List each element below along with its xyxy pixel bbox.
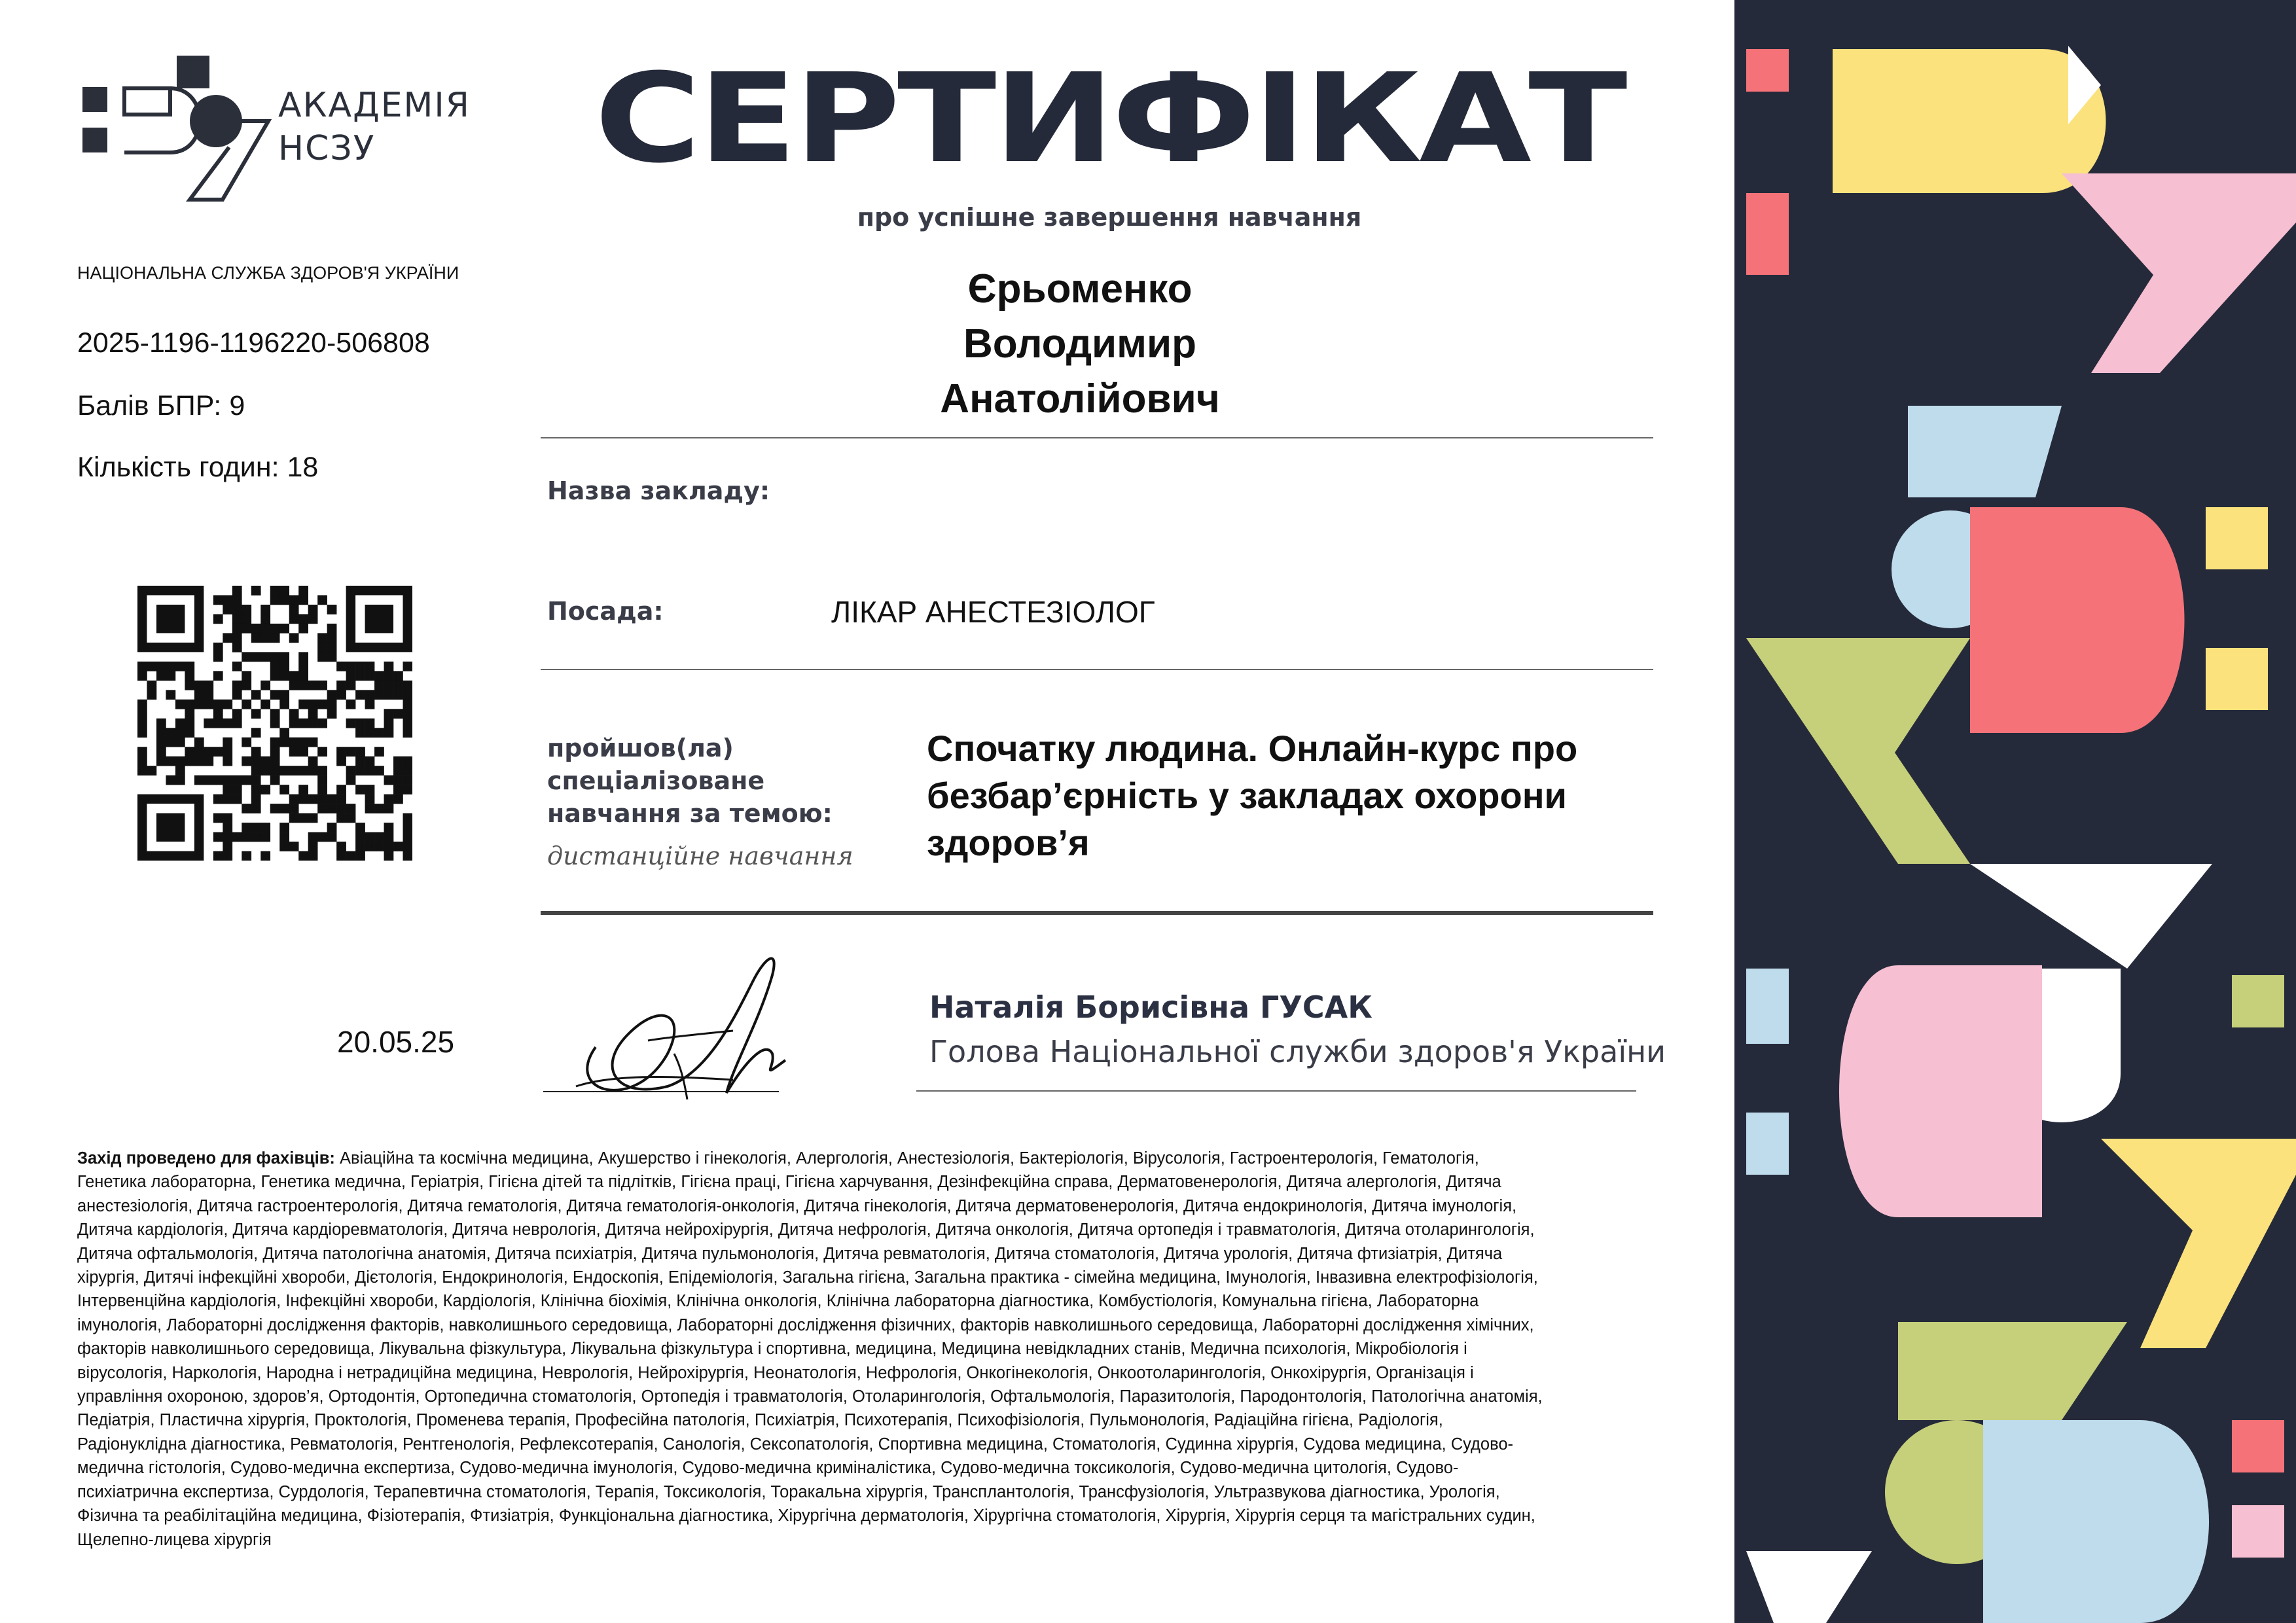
specialties-line: вірусологія, Наркологія, Народна і нетрадиційна медицина, Неврологія, Нейрохірургія, Неонатологія, Нефрологія, Онкогінекологія, Онкоотоларингологія, Онкохірургія, Організація і xyxy=(77,1363,1474,1382)
topic-line-2: безбар’єрність у закладах охорони xyxy=(927,775,1567,816)
qr-code-icon xyxy=(137,586,412,861)
topic-line-3: здоров’я xyxy=(927,822,1090,863)
logo-line-1: АКАДЕМІЯ xyxy=(278,86,471,125)
specialties-line: Фізична та реабілітаційна медицина, Фізіотерапія, Фтизіатрія, Функціональна діагностика, Хірургічна дерматологія, Хірургічна стоматологія, Хірургія, Хірургія серця та магістральних судин, xyxy=(77,1507,1535,1525)
specialties-line: Щелепно-лицева хірургія xyxy=(77,1530,272,1549)
topic-line-1: Спочатку людина. Онлайн-курс про xyxy=(927,728,1578,769)
hours-count: Кількість годин: 18 xyxy=(77,452,319,483)
specialties-list xyxy=(77,1147,1713,1552)
specialties-line: психіатрична експертиза, Сурдологія, Терапевтична стоматологія, Терапія, Токсикологія, Торакальна хірургія, Трансплантологія, Трансфузіологія, Ультразвукова діагностика, Урологія, xyxy=(77,1482,1500,1501)
certificate-id: 2025-1196-1196220-506808 xyxy=(77,327,430,359)
institution-label: Назва закладу: xyxy=(547,476,770,505)
organization-name: НАЦІОНАЛЬНА СЛУЖБА ЗДОРОВ'Я УКРАЇНИ xyxy=(77,263,459,283)
issue-date: 20.05.25 xyxy=(337,1025,455,1059)
specialties-line: Дитяча кардіологія, Дитяча кардіоревматологія, Дитяча неврологія, Дитяча нейрохірургія, Дитяча нефрологія, Дитяча онкологія, Дитяча ортопедія і травматологія, Дитяча отоларингологія, xyxy=(77,1221,1535,1240)
signer-name: Наталія Борисівна ГУСАК xyxy=(929,990,1372,1025)
signer-role: Голова Національної служби здоров'я України xyxy=(929,1034,1666,1069)
training-mode: дистанційне навчання xyxy=(547,842,853,870)
specialties-line: хірургія, Дитячі інфекційні хвороби, Дієтологія, Ендокринологія, Ендоскопія, Епідеміологія, Загальна гігієна, Загальна практика - сімейна медицина, Імунологія, Інвазивна електрофізіологія, xyxy=(77,1268,1538,1287)
recipient-name xyxy=(805,262,1355,427)
specialties-line: Радіонуклідна діагностика, Ревматологія, Рентгенологія, Рефлексотерапія, Санологія, Сексопатологія, Спортивна медицина, Стоматологія, Судинна хірургія, Судова медицина, Судово- xyxy=(77,1435,1514,1454)
specialties-line: імунологія, Лабораторні дослідження факторів, навколишнього середовища, Лабораторні дослідження фізичних, факторів навколишнього середовища, Лабораторні дослідження хімічних, xyxy=(77,1315,1534,1334)
recipient-surname: Єрьоменко xyxy=(967,266,1193,312)
divider xyxy=(541,437,1653,438)
recipient-first-name: Володимир xyxy=(963,321,1197,366)
topic-label-line-2: спеціалізоване xyxy=(547,766,765,795)
divider xyxy=(541,911,1653,915)
certificate-title: СЕРТИФІКАТ xyxy=(594,47,1624,190)
topic-label xyxy=(547,732,833,830)
specialties-line: Педіатрія, Пластична хірургія, Проктологія, Променева терапія, Професійна патологія, Психіатрія, Психотерапія, Психофізіологія, Пульмонологія, Радіаційна гігієна, Радіологія, xyxy=(77,1411,1443,1430)
points-count: Балів БПР: 9 xyxy=(77,390,245,421)
handwritten-signature-icon xyxy=(537,942,831,1113)
specialties-label: Захід проведено для фахівців: xyxy=(77,1149,335,1168)
specialties-line: анестезіологія, Дитяча гастроентерологія, Дитяча гематологія, Дитяча гематологія-онкологія, Дитяча гінекологія, Дитяча дерматовенерологія, Дитяча ендокринологія, Дитяча імунологія, xyxy=(77,1196,1517,1215)
specialties-line: управління охороною, здоров’я, Ортодонтія, Ортопедична стоматологія, Ортопедія і травматологія, Отоларингологія, Офтальмологія, Паразитологія, Пародонтологія, Патологічна анатомія, xyxy=(77,1387,1543,1406)
logo-line-2: НСЗУ xyxy=(278,129,376,168)
specialties-line: Захід проведено для фахівців: Авіаційна та космічна медицина, Акушерство і гінекологія, Алергологія, Анестезіологія, Бактеріологія, Вірусологія, Гастроентерологія, Гематологія, xyxy=(77,1149,1479,1168)
certificate-subtitle: про успішне завершення навчання xyxy=(857,203,1362,232)
specialties-line: факторів навколишнього середовища, Лікувальна фізкультура, Лікувальна фізкультура і спортивна, медицина, Медицина невідкладних станів, Медична психологія, Мікробіологія і xyxy=(77,1340,1467,1359)
divider xyxy=(541,669,1653,670)
position-label: Посада: xyxy=(547,597,664,626)
specialties-line: Дитяча офтальмологія, Дитяча патологічна анатомія, Дитяча психіатрія, Дитяча пульмонологія, Дитяча ревматологія, Дитяча стоматологія, Дитяча урологія, Дитяча фтизіатрія, Дитяча xyxy=(77,1244,1503,1263)
signature-line xyxy=(916,1090,1636,1092)
course-topic xyxy=(927,725,1660,866)
position-value: ЛІКАР АНЕСТЕЗІОЛОГ xyxy=(831,595,1155,629)
specialties-line: Генетика лабораторна, Генетика медична, Геріатрія, Гігієна дітей та підлітків, Гігієна праці, Гігієна харчування, Дезінфекційна справа, Дерматовенерологія, Дитяча алергологія, Дитяча xyxy=(77,1173,1501,1192)
specialties-line: Інтервенційна кардіологія, Інфекційні хвороби, Кардіологія, Клінічна біохімія, Клінічна онкологія, Клінічна лабораторна діагностика, Комбустіологія, Комунальна гігієна, Лабораторна xyxy=(77,1292,1479,1311)
topic-label-line-3: навчання за темою: xyxy=(547,799,833,828)
recipient-patronymic: Анатолійович xyxy=(940,376,1220,421)
specialties-line: медична гістологія, Судово-медична експертиза, Судово-медична імунологія, Судово-медична криміналістика, Судово-медична токсикологія, Судово-медична цитологія, Судово- xyxy=(77,1459,1459,1478)
decorative-pattern xyxy=(1734,0,2296,1623)
logo-text xyxy=(278,84,471,170)
topic-label-line-1: пройшов(ла) xyxy=(547,734,734,762)
